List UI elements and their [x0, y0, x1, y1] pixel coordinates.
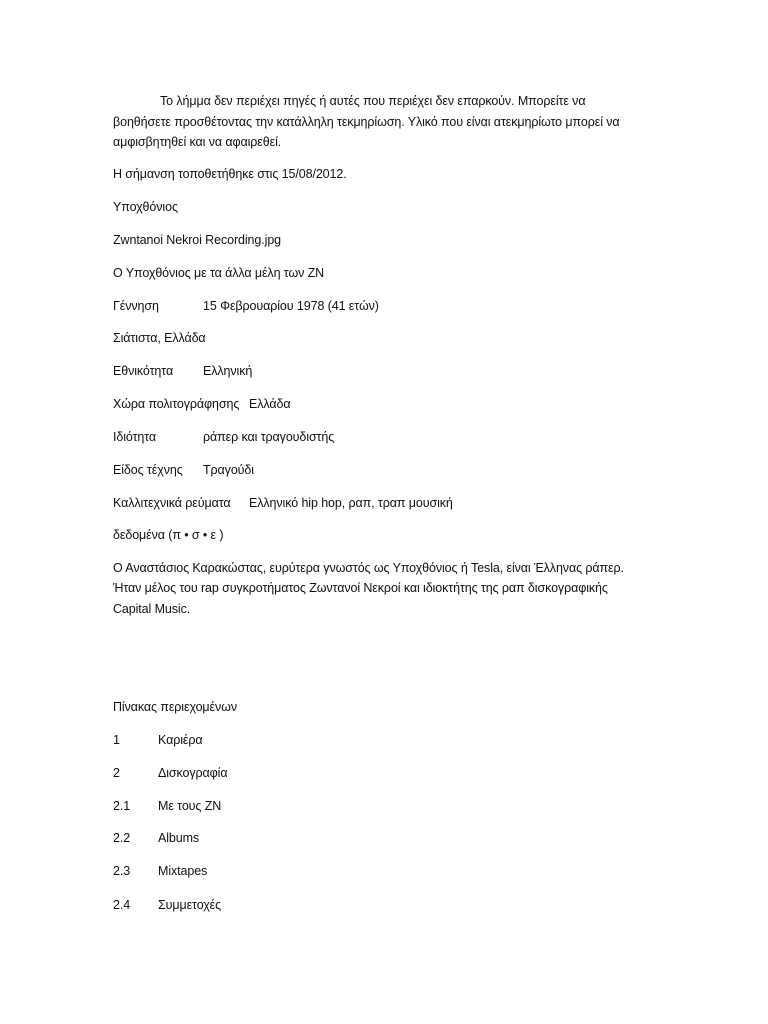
birth-value: 15 Φεβρουαρίου 1978 (41 ετών) — [203, 299, 379, 313]
notice-line-1: Το λήμμα δεν περιέχει πηγές ή αυτές που περιέχει δεν επαρκούν. Μπορείτε να — [160, 94, 586, 108]
image-caption: Ο Υποχθόνιος με τα άλλα μέλη των ΖΝ — [113, 266, 325, 280]
toc-item-number: 2.3 — [113, 864, 131, 878]
birth-label: Γέννηση — [113, 299, 159, 313]
toc-item-text: Mixtapes — [158, 864, 208, 878]
intro-line-2: Ήταν μέλος του rap συγκροτήματος Ζωντανοί Νεκροί και ιδιοκτήτης της ραπ δισκογραφικής — [113, 581, 608, 595]
toc-item-number: 2.1 — [113, 799, 131, 813]
toc-title: Πίνακας περιεχομένων — [113, 700, 237, 714]
citizenship-label: Χώρα πολιτογράφησης — [113, 397, 240, 411]
toc-item-number: 2 — [113, 766, 120, 780]
toc-item-text: Albums — [158, 831, 200, 845]
toc-item-text: Συμμετοχές — [158, 898, 222, 912]
movements-value: Ελληνικό hip hop, ραπ, τραπ μουσική — [249, 496, 453, 510]
article-name: Υποχθόνιος — [113, 200, 178, 214]
notice-line-2: βοηθήσετε προσθέτοντας την κατάλληλη τεκμηρίωση. Υλικό που είναι ατεκμηρίωτο μπορεί να — [113, 115, 620, 129]
intro-line-3: Capital Music. — [113, 602, 191, 616]
occupation-value: ράπερ και τραγουδιστής — [203, 430, 335, 444]
toc-item-number: 2.4 — [113, 898, 131, 912]
citizenship-value: Ελλάδα — [249, 397, 291, 411]
image-file-name: Zwntanoi Nekroi Recording.jpg — [113, 233, 282, 247]
notice-line-3: αμφισβητηθεί και να αφαιρεθεί. — [113, 135, 282, 149]
toc-item-text: Δισκογραφία — [158, 766, 228, 780]
occupation-label: Ιδιότητα — [113, 430, 157, 444]
toc-item-number: 2.2 — [113, 831, 131, 845]
toc-item-text: Καριέρα — [158, 733, 203, 747]
toc-item-text: Με τους ΖΝ — [158, 799, 222, 813]
birth-place: Σιάτιστα, Ελλάδα — [113, 331, 206, 345]
genre-label: Είδος τέχνης — [113, 463, 183, 477]
movements-label: Καλλιτεχνικά ρεύματα — [113, 496, 231, 510]
nationality-value: Ελληνική — [203, 364, 253, 378]
genre-value: Τραγούδι — [203, 463, 254, 477]
nationality-label: Εθνικότητα — [113, 364, 174, 378]
infobox-data-links: δεδομένα (π • σ • ε ) — [113, 528, 224, 542]
marker-date: Η σήμανση τοποθετήθηκε στις 15/08/2012. — [113, 167, 347, 181]
intro-line-1: Ο Αναστάσιος Καρακώστας, ευρύτερα γνωστός ως Υποχθόνιος ή Tesla, είναι Έλληνας ράπερ. — [113, 561, 624, 575]
toc-item-number: 1 — [113, 733, 120, 747]
